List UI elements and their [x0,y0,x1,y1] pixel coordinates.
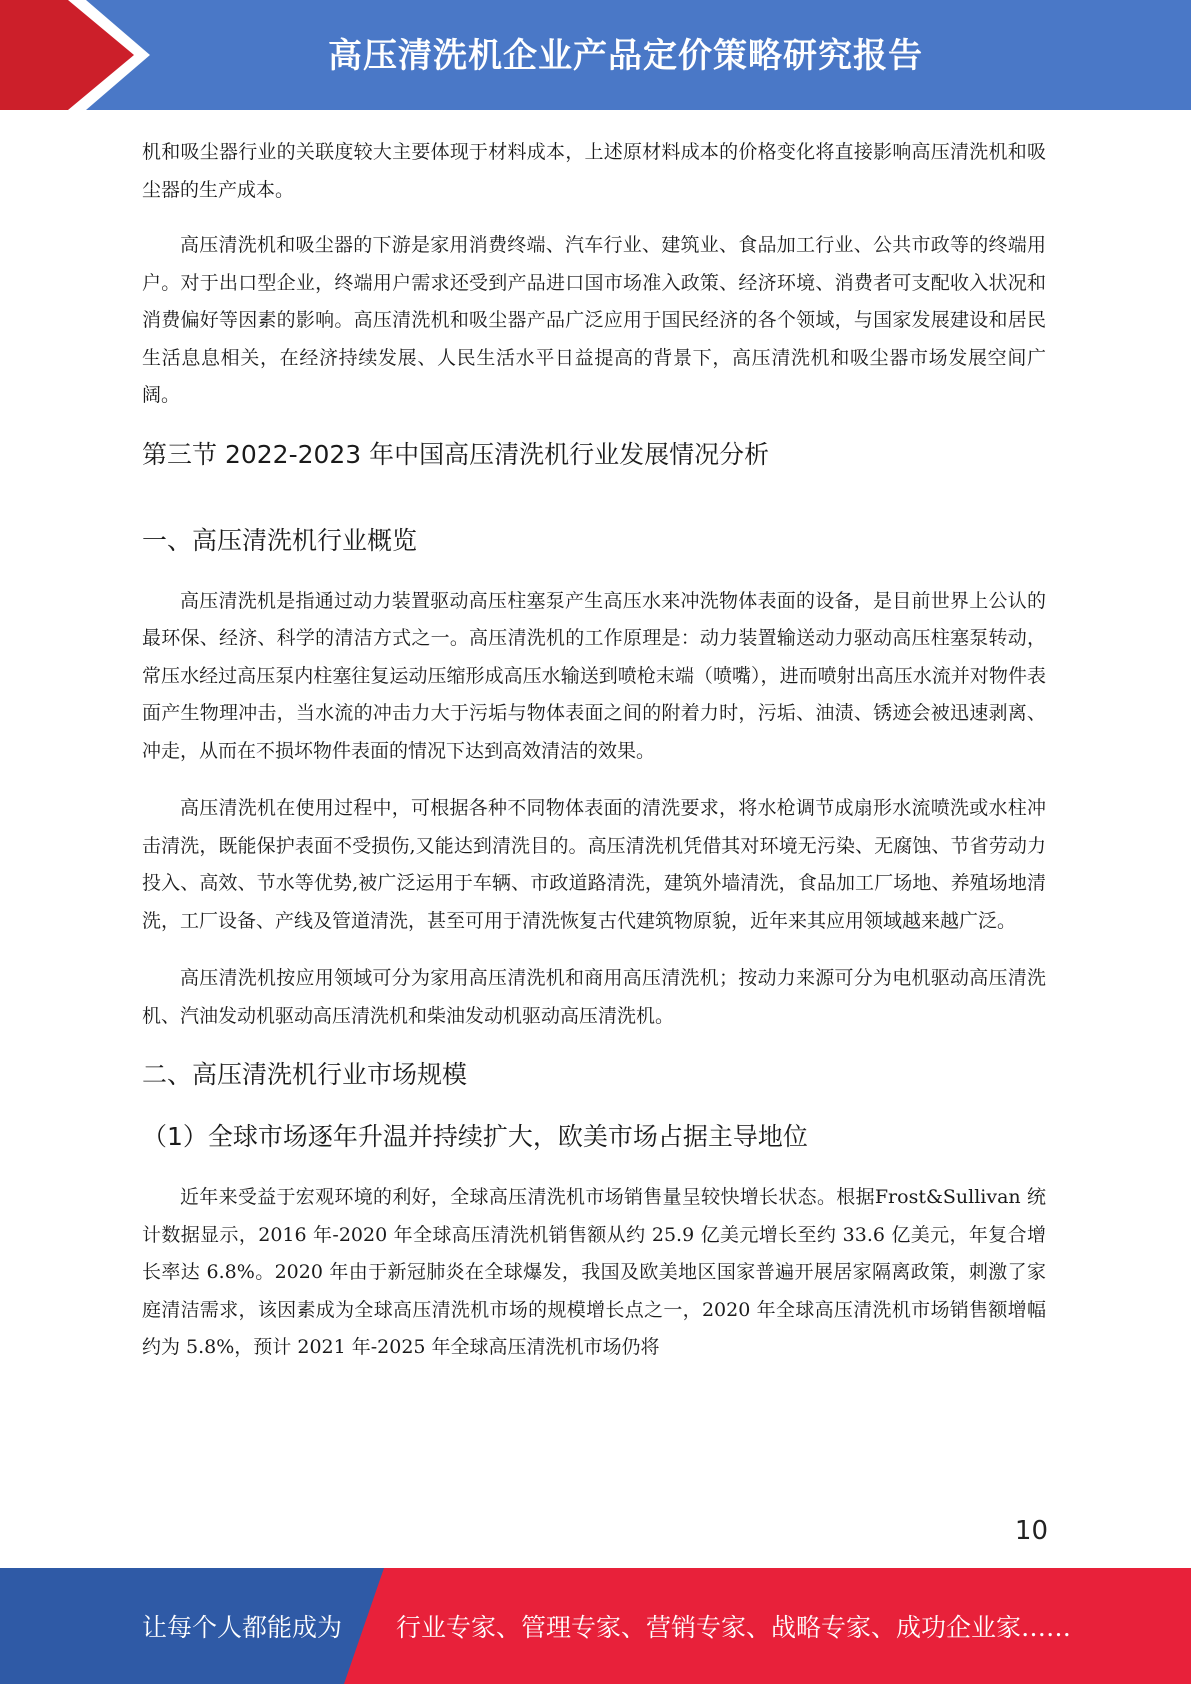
paragraph: 高压清洗机在使用过程中，可根据各种不同物体表面的清洗要求，将水枪调节成扇形水流喷洗或水柱冲击清洗，既能保护表面不受损伤,又能达到清洗目的。高压清洗机凭借其对环境无污染、无腐蚀、节省劳动力投入、高效、节水等优势,被广泛运用于车辆、市政道路清洗，建筑外墙清洗，食品加工厂场地、养殖场地清洗，工厂设备、产线及管道清洗，甚至可用于清洗恢复古代建筑物原貌，近年来其应用领域越来越广泛。 [142,797,1046,932]
page-number: 10 [1014,1516,1048,1546]
paragraph: 高压清洗机和吸尘器的下游是家用消费终端、汽车行业、建筑业、食品加工行业、公共市政等的终端用户。对于出口型企业，终端用户需求还受到产品进口国市场准入政策、经济环境、消费者可支配收入状况和消费偏好等因素的影响。高压清洗机和吸尘器产品广泛应用于国民经济的各个领域，与国家发展建设和居民生活息息相关，在经济持续发展、人民生活水平日益提高的背景下，高压清洗机和吸尘器市场发展空间广阔。 [142,234,1046,406]
subsection-heading: （1）全球市场逐年升温并持续扩大，欧美市场占据主导地位 [142,1122,808,1151]
header-banner [0,0,1191,110]
document-body [142,134,1046,1387]
section-heading: 第三节 2022-2023 年中国高压清洗机行业发展情况分析 [142,439,770,469]
paragraph: 机和吸尘器行业的关联度较大主要体现于材料成本，上述原材料成本的价格变化将直接影响高压清洗机和吸尘器的生产成本。 [142,141,1046,201]
subsection-heading: 一、高压清洗机行业概览 [142,525,418,555]
paragraph: 高压清洗机按应用领域可分为家用高压清洗机和商用高压清洗机；按动力来源可分为电机驱动高压清洗机、汽油发动机驱动高压清洗机和柴油发动机驱动高压清洗机。 [142,967,1046,1027]
paragraph: 近年来受益于宏观环境的利好，全球高压清洗机市场销售量呈较快增长状态。根据Frost&Sullivan 统计数据显示，2016 年-2020 年全球高压清洗机销售额从约 25.9 亿美元增长至约 33.6 亿美元，年复合增长率达 6.8%。2020 年由于新冠肺炎在全球爆发，我国及欧美地区国家普遍开展居家隔离政策，刺激了家庭清洁需求，该因素成为全球高压清洗机市场的规模增长点之一，2020 年全球高压清洗机市场销售额增幅约为 5.8%，预计 2021 年-2025 年全球高压清洗机市场仍将 [142,1186,1046,1358]
footer-slogan-right: 行业专家、管理专家、营销专家、战略专家、成功企业家…… [396,1613,1072,1642]
subsection-heading: 二、高压清洗机行业市场规模 [142,1060,468,1089]
footer-banner [0,1568,1191,1684]
header-title: 高压清洗机企业产品定价策略研究报告 [328,36,923,76]
footer-slogan-left: 让每个人都能成为 [142,1613,343,1642]
paragraph: 高压清洗机是指通过动力装置驱动高压柱塞泵产生高压水来冲洗物体表面的设备，是目前世界上公认的最环保、经济、科学的清洁方式之一。高压清洗机的工作原理是：动力装置输送动力驱动高压柱塞泵转动，常压水经过高压泵内柱塞往复运动压缩形成高压水输送到喷枪末端（喷嘴），进而喷射出高压水流并对物件表面产生物理冲击，当水流的冲击力大于污垢与物体表面之间的附着力时，污垢、油渍、锈迹会被迅速剥离、冲走，从而在不损坏物件表面的情况下达到高效清洁的效果。 [142,589,1046,762]
